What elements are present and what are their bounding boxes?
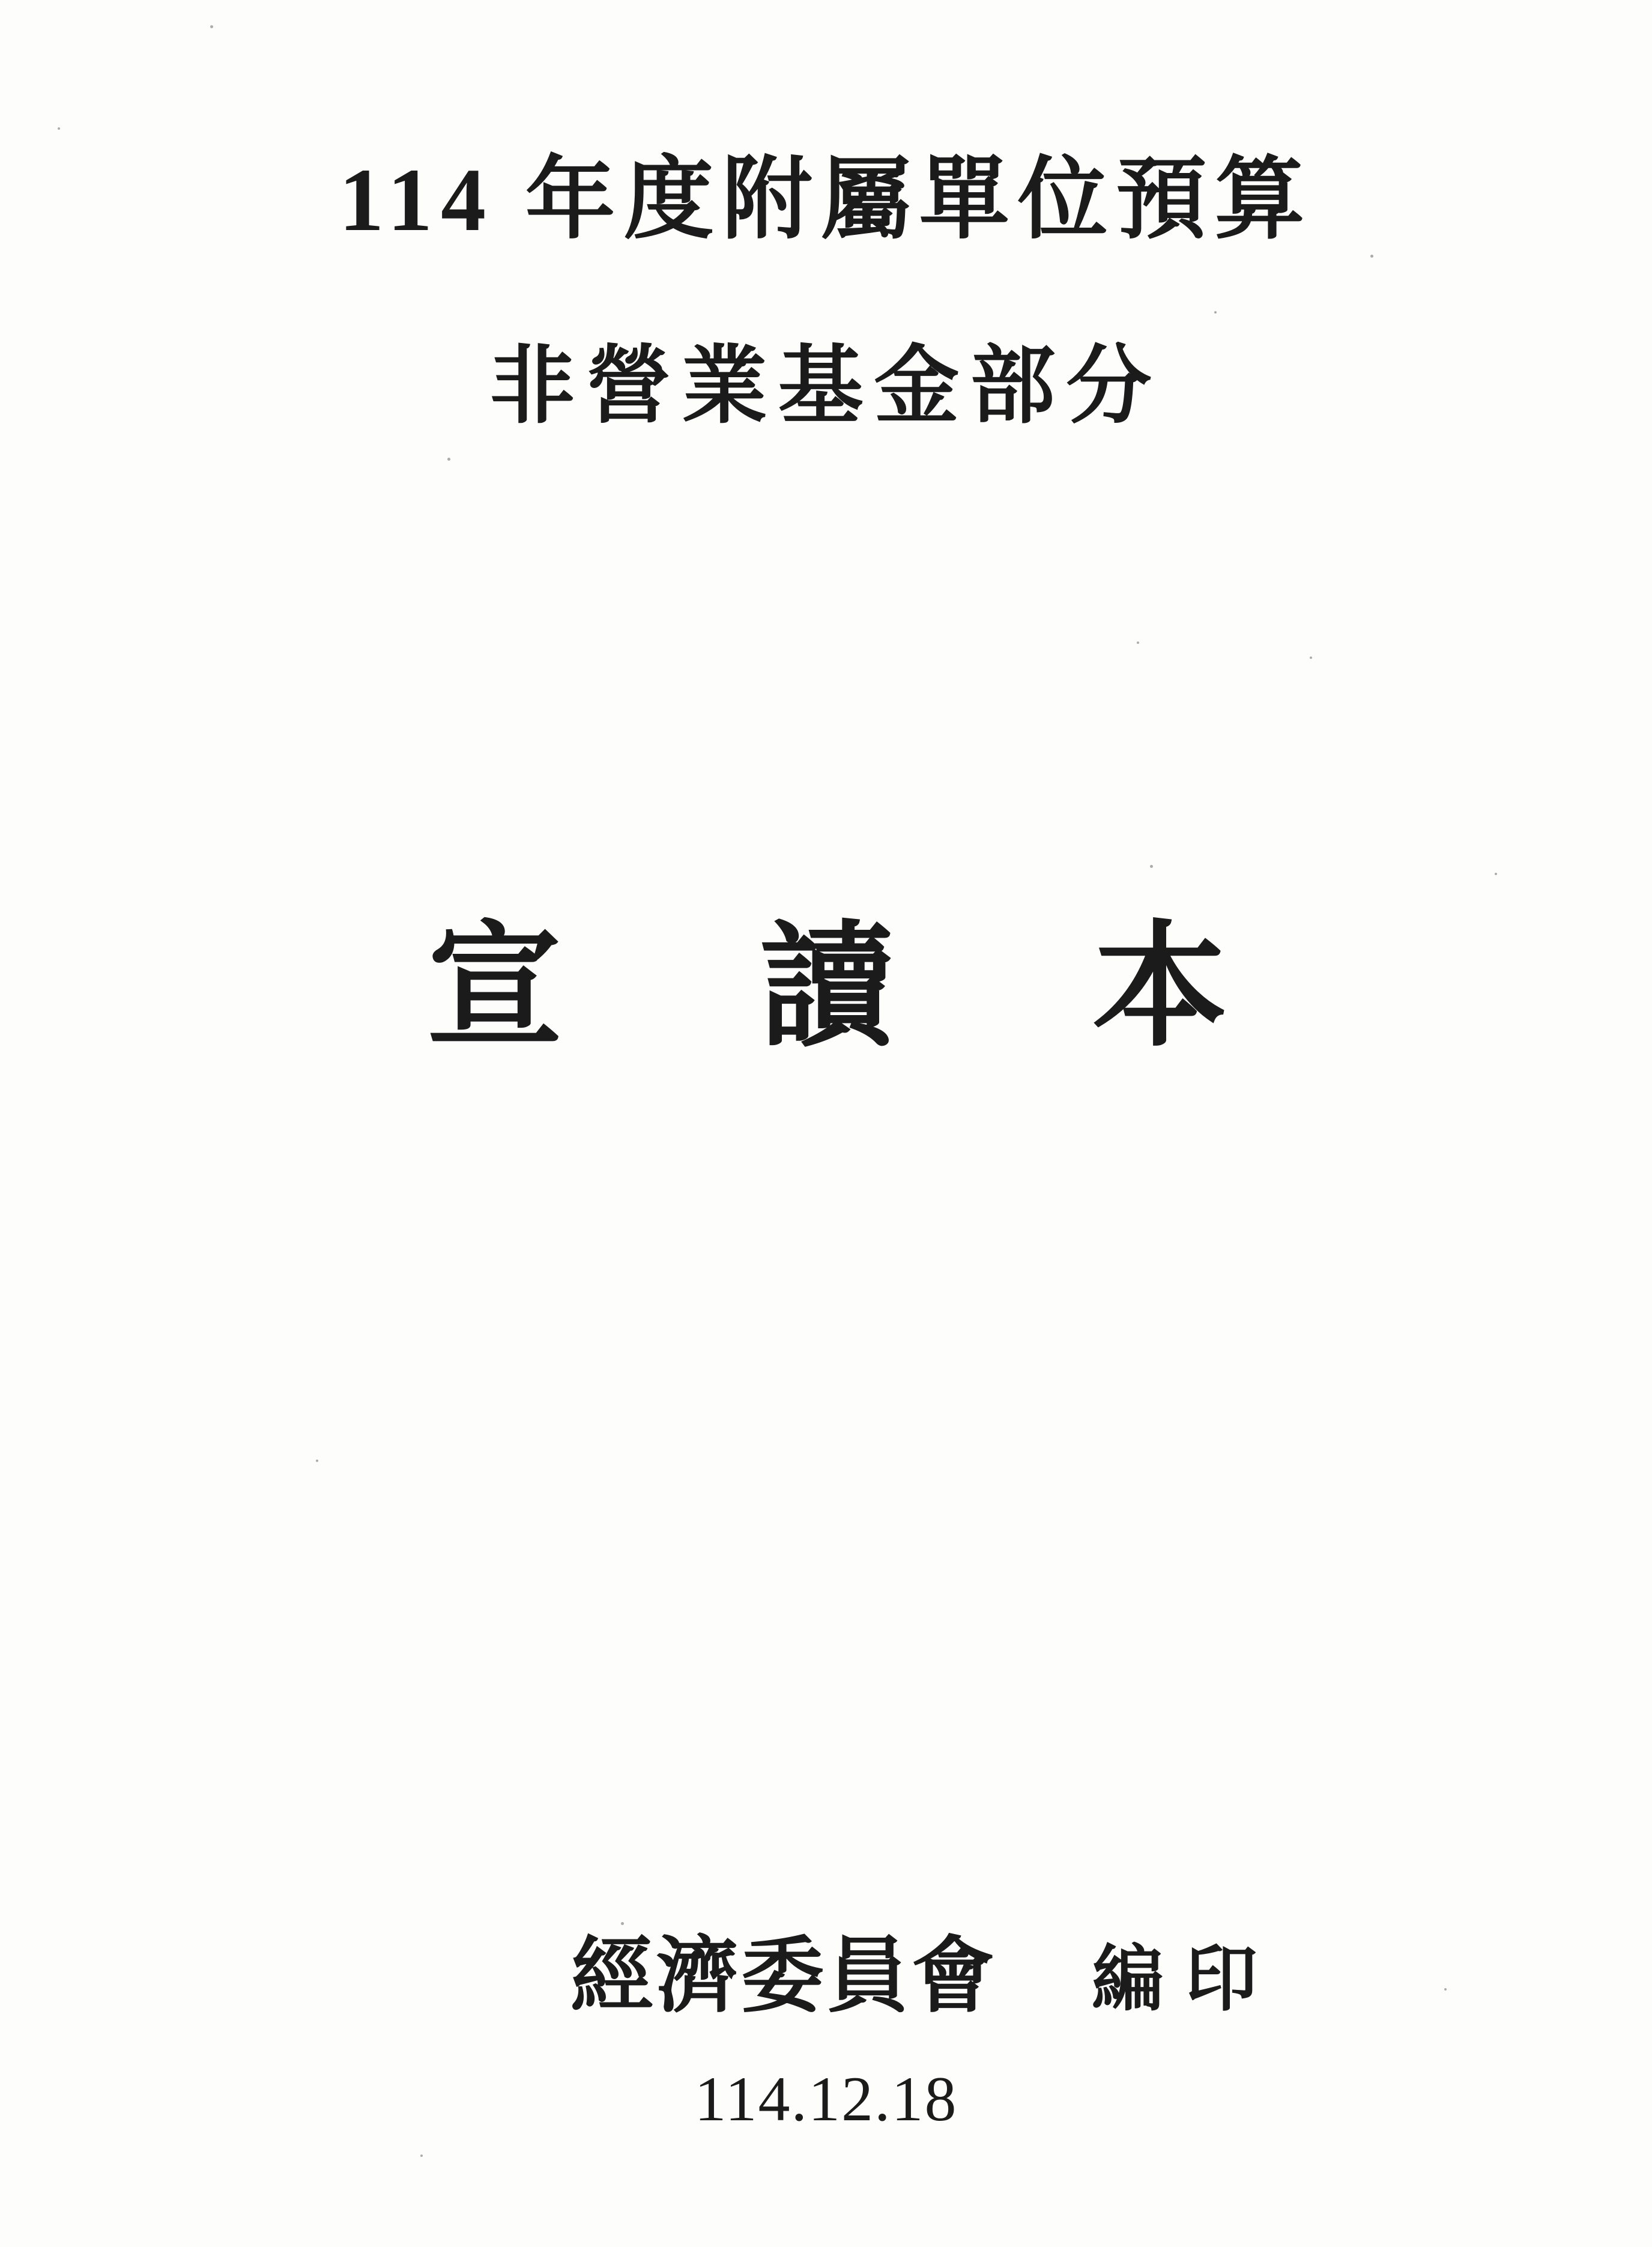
publisher-line (570, 1930, 1280, 2022)
reading-copy-char-1: 宣 (427, 912, 562, 1063)
fiscal-year-budget-title: 114 年度附屬單位預算 (339, 150, 1313, 250)
scan-speck (316, 1460, 318, 1462)
reading-copy-char-3: 本 (1092, 912, 1227, 1063)
scan-speck (1214, 311, 1217, 314)
reading-copy-char-2: 讀 (760, 912, 895, 1063)
publisher-name: 經濟委員會 (570, 1930, 997, 2022)
publication-date: 114.12.18 (694, 2064, 958, 2134)
scan-speck (420, 2155, 423, 2157)
scan-speck (1150, 865, 1153, 868)
scan-speck (621, 1922, 624, 1925)
scan-speck (447, 458, 450, 461)
scan-speck (1370, 255, 1373, 258)
scan-speck (58, 127, 60, 130)
scan-speck (1495, 873, 1497, 875)
scan-speck (1137, 641, 1139, 644)
scan-speck (1310, 657, 1312, 659)
publisher-role: 編印 (1092, 1939, 1280, 2019)
scan-speck (210, 25, 213, 28)
reading-copy-title (427, 912, 1227, 1063)
non-business-fund-subtitle: 非營業基金部分 (489, 339, 1163, 434)
scan-speck (1444, 1988, 1447, 1991)
